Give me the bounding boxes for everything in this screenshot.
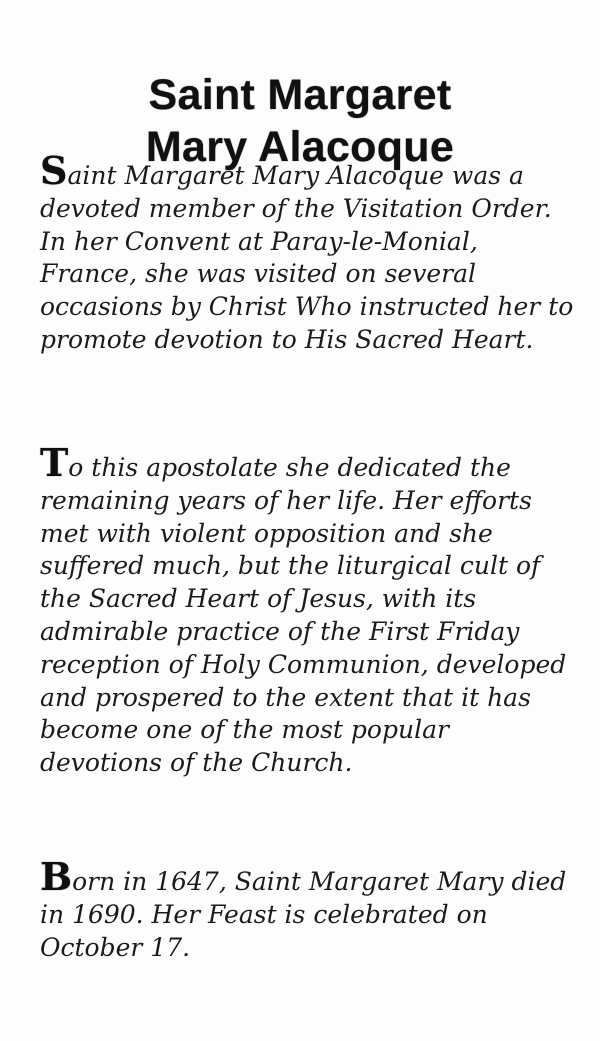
drop-cap: S [40,148,68,193]
title-line-2: Mary Alacoque [145,122,455,171]
paragraph-apostolate [40,440,575,780]
paragraph-dates [40,854,575,964]
paragraph-text: aint Margaret Mary Alacoque was a devoted member of the Visitation Order. In her Convent at Paray-le-Monial, France, she was visited on several occasions by Christ Who instructed her to promote devotion to His Sacred Heart. [40,161,574,354]
paragraph-biography [40,148,575,357]
drop-cap: T [40,440,69,485]
page-title [0,69,600,173]
paragraph-text: o this apostolate she dedicated the remaining years of her life. Her efforts met with violent opposition and she suffered much, but the liturgical cult of the Sacred Heart of Jesus, with its admirable practice of the First Friday reception of Holy Communion, developed and prospered to the extent that it has become one of the most popular devotions of the Church. [40,453,567,778]
paragraph-text: orn in 1647, Saint Margaret Mary died in 1690. Her Feast is celebrated on October 17. [40,867,567,962]
title-line-1: Saint Margaret [148,70,452,119]
drop-cap: B [40,854,73,899]
